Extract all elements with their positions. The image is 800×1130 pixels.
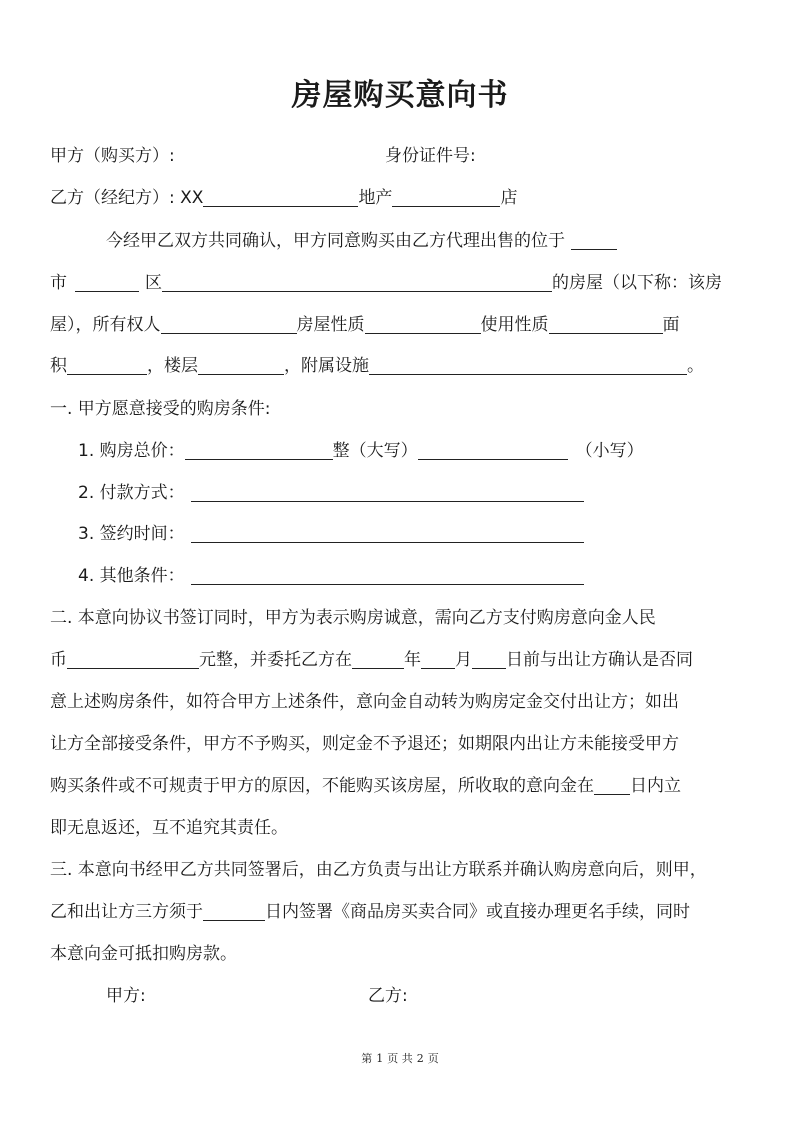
intro-text-2: 的房屋（以下称：该房 [552, 273, 722, 293]
intro-property-type-label: 房屋性质 [296, 315, 365, 335]
footer-suffix: 页 [427, 1052, 439, 1065]
intro-owner-label: 屋），所有权人 [50, 315, 161, 335]
section-2-line-6: 即无息返还，互不追究其责任。 [50, 818, 288, 838]
sec2-year-label: 年 [404, 650, 421, 670]
blank-refund-days[interactable] [594, 774, 630, 795]
blank-facilities[interactable] [369, 354, 687, 375]
party-b-suffix: 店 [500, 188, 518, 208]
blank-area[interactable] [67, 354, 147, 375]
blank-deposit-amount[interactable] [67, 648, 199, 669]
total-page-number: 2 [416, 1052, 424, 1065]
document-title: 房屋购买意向书 [291, 78, 509, 113]
total-price-numeric-label: （小写） [575, 441, 644, 461]
intro-floor-label: ，楼层 [147, 356, 198, 376]
party-b-prefix: 乙方（经纪方）: XX [50, 188, 204, 208]
section-1-heading: 一. 甲方愿意接受的购房条件: [50, 399, 271, 419]
sec2-currency-label: 币 [50, 650, 67, 670]
payment-method-label: 2. 付款方式： [78, 483, 185, 503]
section-3-line-2 [50, 898, 760, 926]
signature-party-a: 甲方: [106, 986, 146, 1006]
section-2-line-3: 意上述购房条件，如符合甲方上述条件，意向金自动转为购房定金交付出让方；如出 [50, 692, 679, 712]
intro-area-label-start: 面 [662, 315, 680, 335]
blank-payment-method[interactable] [191, 481, 584, 502]
intro-district: 区 [145, 273, 162, 293]
condition-signing-time [50, 520, 760, 548]
condition-total-price [50, 437, 760, 465]
blank-contract-days[interactable] [203, 900, 265, 921]
intro-line-4 [50, 352, 760, 380]
id-number-label: 身份证件号: [385, 146, 476, 166]
page-number-footer [0, 1050, 800, 1066]
sec3-parties-text: 乙和出让方三方须于 [50, 902, 203, 922]
blank-address[interactable] [162, 271, 552, 292]
signing-time-label: 3. 签约时间： [78, 524, 185, 544]
blank-year[interactable] [352, 648, 404, 669]
footer-prefix: 第 [361, 1052, 373, 1065]
section-3-line-1: 三. 本意向书经甲乙方共同签署后，由乙方负责与出让方联系并确认购房意向后，则甲， [50, 860, 707, 880]
sec2-day-label: 日前与出让方确认是否同 [506, 650, 693, 670]
party-a-label: 甲方（购买方）: [50, 146, 175, 166]
section-3-line-3: 本意向金可抵扣购房款。 [50, 944, 237, 964]
blank-owner[interactable] [161, 313, 297, 334]
blank-other-conditions[interactable] [191, 564, 584, 585]
sec3-contract-text: 日内签署《商品房买卖合同》或直接办理更名手续，同时 [265, 902, 690, 922]
party-b-mid: 地产 [358, 188, 393, 208]
blank-city[interactable] [75, 271, 139, 292]
blank-total-price-capital[interactable] [185, 439, 333, 460]
footer-middle: 页 共 [387, 1052, 413, 1065]
blank-total-price-numeric[interactable] [418, 439, 568, 460]
sec2-month-label: 月 [455, 650, 472, 670]
intro-usage-label: 使用性质 [480, 315, 549, 335]
section-2-line-1: 二. 本意向协议书签订同时，甲方为表示购房诚意，需向乙方支付购房意向金人民 [50, 608, 656, 628]
blank-signing-time[interactable] [191, 522, 584, 543]
blank-location[interactable] [571, 229, 617, 250]
condition-payment [50, 479, 760, 507]
intro-line-3 [50, 311, 760, 339]
intro-line-1 [50, 227, 760, 255]
section-2-line-4: 让方全部接受条件，甲方不予购买，则定金不予退还；如期限内出让方未能接受甲方 [50, 734, 679, 754]
current-page-number: 1 [376, 1052, 384, 1065]
intro-text-1: 今经甲乙双方共同确认，甲方同意购买由乙方代理出售的位于 [106, 231, 565, 251]
blank-agency-name[interactable] [203, 186, 358, 207]
signature-party-b: 乙方: [368, 986, 408, 1006]
intro-facilities-label: ，附属设施 [284, 356, 369, 376]
intro-city: 市 [50, 273, 67, 293]
sec2-refund-suffix: 日内立 [630, 776, 681, 796]
section-2-line-5 [50, 772, 760, 800]
sec2-amount-suffix: 元整，并委托乙方在 [199, 650, 352, 670]
blank-floor[interactable] [198, 354, 284, 375]
intro-line-2 [50, 269, 760, 297]
blank-day[interactable] [472, 648, 506, 669]
blank-month[interactable] [421, 648, 455, 669]
sec2-refund-text: 购买条件或不可规责于甲方的原因，不能购买该房屋，所收取的意向金在 [50, 776, 594, 796]
condition-other [50, 562, 760, 590]
intro-area-label-end: 积 [50, 356, 67, 376]
party-b-row [50, 184, 760, 212]
section-2-line-2 [50, 646, 760, 674]
blank-store-name[interactable] [392, 186, 500, 207]
party-a-row [50, 142, 760, 170]
blank-property-type[interactable] [365, 313, 481, 334]
blank-usage[interactable] [549, 313, 663, 334]
other-conditions-label: 4. 其他条件： [78, 566, 185, 586]
total-price-capital-label: 整（大写） [332, 441, 418, 461]
intro-period: 。 [687, 356, 704, 376]
total-price-label: 1. 购房总价： [78, 441, 185, 461]
